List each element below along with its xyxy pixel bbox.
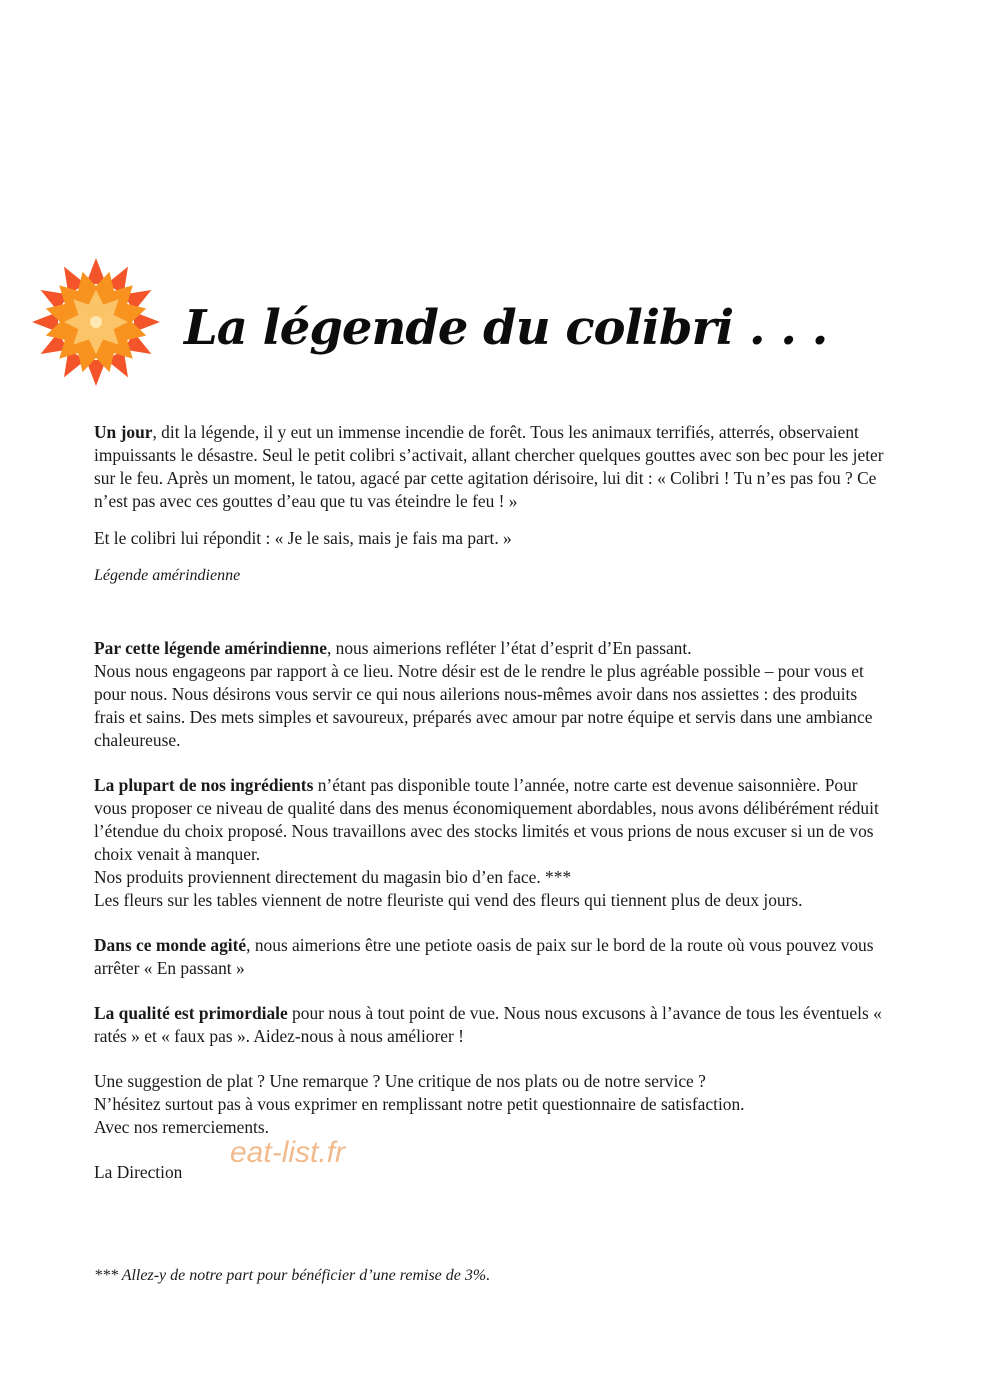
- closing-line: Avec nos remerciements.: [94, 1117, 269, 1137]
- sun-flower-icon: [30, 256, 162, 388]
- paragraph-spirit: [94, 637, 884, 752]
- document-body: [94, 421, 884, 1184]
- legend-text: , dit la légende, il y eut un immense incendie de forêt. Tous les animaux terrifiés, atterrés, observaient impuissants le désastre. Seul le petit colibri s’activait, allant chercher quelques gouttes avec son bec pour les jeter sur le feu. Après un moment, le tatou, agacé par cette agitation dérisoire, lui dit : « Colibri ! Tu n’es pas fou ? Ce n’est pas avec ces gouttes d’eau que tu vas éteindre le feu ! »: [94, 422, 884, 511]
- closing-paragraph: [94, 1070, 884, 1139]
- paragraph-quality-line: pour nous à tout point de vue. Nous nous excusons à l’avance de tous les éventuels « ratés » et « faux pas ». Aidez-nous à nous améliorer !: [94, 1003, 882, 1046]
- footnote: *** Allez-y de notre part pour bénéficier d’une remise de 3%.: [94, 1267, 491, 1284]
- paragraph-world: [94, 934, 884, 980]
- legend-bold-start: Un jour: [94, 422, 153, 442]
- paragraph-spirit-line: , nous aimerions refléter l’état d’esprit d’En passant.: [326, 638, 692, 658]
- paragraph-world-line: , nous aimerions être une petiote oasis de paix sur le bord de la route où vous pouvez vous arrêter « En passant »: [94, 935, 874, 978]
- paragraph-ingredients-bold: La plupart de nos ingrédients: [94, 775, 314, 795]
- paragraph-quality-bold: La qualité est primordiale: [94, 1003, 288, 1023]
- watermark: eat-list.fr: [230, 1136, 346, 1169]
- page-title: La légende du colibri . . .: [184, 300, 828, 356]
- paragraph-ingredients-line: n’étant pas disponible toute l’année, notre carte est devenue saisonnière. Pour vous proposer ce niveau de qualité dans des menus économiquement abordables, nous avons délibérément réduit l’étendue du choix proposé. Nous travaillons avec des stocks limités et vous prions de nous excuser si un de vos choix venait à manquer.: [94, 775, 879, 864]
- paragraph-ingredients: [94, 774, 884, 912]
- paragraph-world-bold: Dans ce monde agité: [94, 935, 247, 955]
- paragraph-spirit-line: Nous nous engageons par rapport à ce lieu. Notre désir est de le rendre le plus agréable possible – pour vous et pour nous. Nous désirons vous servir ce qui nous ailerions nous-mêmes avoir dans nos assiettes : des produits frais et sains. Des mets simples et savoureux, préparés avec amour par notre équipe et servis dans une ambiance chaleureuse.: [94, 661, 873, 750]
- paragraph-quality: [94, 1002, 884, 1048]
- legend-paragraph: [94, 421, 884, 513]
- signature: La Direction: [94, 1162, 183, 1182]
- paragraph-ingredients-line: Les fleurs sur les tables viennent de notre fleuriste qui vend des fleurs qui tiennent plus de deux jours.: [94, 890, 803, 910]
- legend-source: Légende amérindienne: [94, 567, 241, 584]
- legend-reply: Et le colibri lui répondit : « Je le sais, mais je fais ma part. »: [94, 528, 512, 548]
- closing-line: Une suggestion de plat ? Une remarque ? Une critique de nos plats ou de notre service ?: [94, 1071, 706, 1091]
- paragraph-ingredients-line: Nos produits proviennent directement du magasin bio d’en face. ***: [94, 867, 572, 887]
- paragraph-spirit-bold: Par cette légende amérindienne: [94, 638, 327, 658]
- closing-line: N’hésitez surtout pas à vous exprimer en remplissant notre petit questionnaire de satisfaction.: [94, 1094, 745, 1114]
